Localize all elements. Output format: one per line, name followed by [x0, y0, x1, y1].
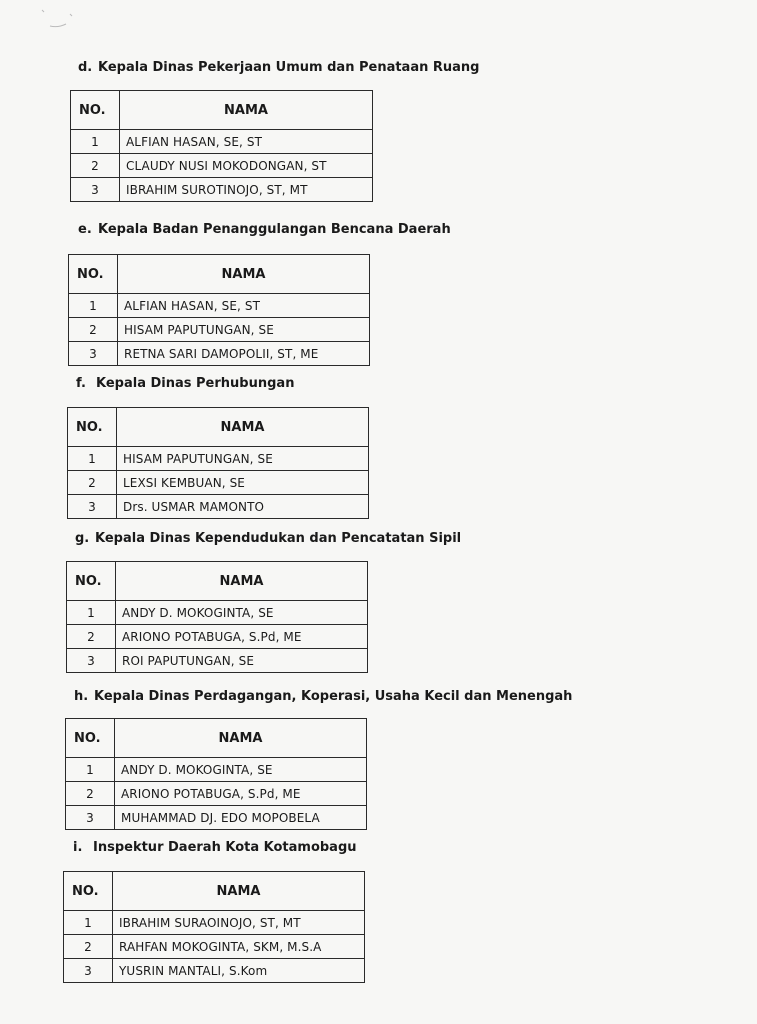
row-number: 1 — [69, 294, 118, 318]
section-letter: i. — [73, 840, 83, 855]
row-number: 2 — [71, 154, 120, 178]
table-row — [71, 154, 373, 178]
table-row — [64, 911, 365, 935]
roster-table-f — [67, 407, 369, 519]
section-title: Kepala Badan Penanggulangan Bencana Daerah — [98, 222, 451, 237]
row-number: 2 — [66, 782, 115, 806]
section-title: Kepala Dinas Perhubungan — [96, 376, 295, 391]
table-row — [66, 782, 367, 806]
roster-table-g — [66, 561, 368, 673]
row-name: CLAUDY NUSI MOKODONGAN, ST — [120, 154, 373, 178]
scan-artifact-mark — [40, 6, 90, 32]
section-letter: f. — [76, 376, 86, 391]
row-number: 2 — [67, 625, 116, 649]
section-heading-i — [73, 840, 357, 855]
table-header-row — [71, 91, 373, 130]
row-number: 3 — [66, 806, 115, 830]
row-name: LEXSI KEMBUAN, SE — [117, 471, 369, 495]
header-nama: NAMA — [118, 255, 370, 294]
table-row — [67, 601, 368, 625]
section-title: Kepala Dinas Perdagangan, Koperasi, Usaha Kecil dan Menengah — [94, 689, 573, 704]
section-heading-d — [78, 60, 479, 75]
header-no: NO. — [69, 255, 118, 294]
row-number: 2 — [64, 935, 113, 959]
header-no: NO. — [64, 872, 113, 911]
row-number: 3 — [69, 342, 118, 366]
section-heading-h — [74, 689, 572, 704]
row-number: 3 — [64, 959, 113, 983]
row-name: IBRAHIM SUROTINOJO, ST, MT — [120, 178, 373, 202]
table-row — [68, 471, 369, 495]
section-heading-g — [75, 531, 461, 546]
header-nama: NAMA — [120, 91, 373, 130]
table-row — [68, 447, 369, 471]
row-name: ROI PAPUTUNGAN, SE — [116, 649, 368, 673]
header-nama: NAMA — [117, 408, 369, 447]
table-row — [68, 495, 369, 519]
table-row — [71, 178, 373, 202]
table-row — [71, 130, 373, 154]
row-number: 1 — [71, 130, 120, 154]
header-nama: NAMA — [116, 562, 368, 601]
table-header-row — [67, 562, 368, 601]
section-letter: d. — [78, 60, 93, 75]
section-title: Kepala Dinas Kependudukan dan Pencatatan Sipil — [95, 531, 462, 546]
table-row — [69, 294, 370, 318]
table-row — [67, 649, 368, 673]
section-letter: h. — [74, 689, 89, 704]
row-name: HISAM PAPUTUNGAN, SE — [118, 318, 370, 342]
row-number: 2 — [68, 471, 117, 495]
table-header-row — [68, 408, 369, 447]
row-name: ARIONO POTABUGA, S.Pd, ME — [115, 782, 367, 806]
table-row — [64, 959, 365, 983]
header-no: NO. — [71, 91, 120, 130]
row-number: 1 — [66, 758, 115, 782]
table-row — [66, 806, 367, 830]
row-name: MUHAMMAD DJ. EDO MOPOBELA — [115, 806, 367, 830]
section-letter: e. — [78, 222, 92, 237]
row-number: 1 — [67, 601, 116, 625]
roster-table-h — [65, 718, 367, 830]
header-nama: NAMA — [113, 872, 365, 911]
row-name: YUSRIN MANTALI, S.Kom — [113, 959, 365, 983]
table-header-row — [64, 872, 365, 911]
table-header-row — [69, 255, 370, 294]
row-number: 3 — [67, 649, 116, 673]
table-header-row — [66, 719, 367, 758]
roster-table-e — [68, 254, 370, 366]
table-row — [69, 318, 370, 342]
row-name: HISAM PAPUTUNGAN, SE — [117, 447, 369, 471]
section-heading-e — [78, 222, 451, 237]
roster-table-d — [70, 90, 373, 202]
row-name: Drs. USMAR MAMONTO — [117, 495, 369, 519]
row-number: 3 — [71, 178, 120, 202]
row-name: ALFIAN HASAN, SE, ST — [120, 130, 373, 154]
table-row — [66, 758, 367, 782]
row-name: ANDY D. MOKOGINTA, SE — [115, 758, 367, 782]
row-number: 2 — [69, 318, 118, 342]
section-title: Inspektur Daerah Kota Kotamobagu — [93, 840, 357, 855]
roster-table-i — [63, 871, 365, 983]
row-name: IBRAHIM SURAOINOJO, ST, MT — [113, 911, 365, 935]
row-name: ALFIAN HASAN, SE, ST — [118, 294, 370, 318]
header-no: NO. — [68, 408, 117, 447]
row-number: 1 — [68, 447, 117, 471]
header-no: NO. — [66, 719, 115, 758]
table-row — [64, 935, 365, 959]
row-name: ARIONO POTABUGA, S.Pd, ME — [116, 625, 368, 649]
section-heading-f — [76, 376, 294, 391]
header-nama: NAMA — [115, 719, 367, 758]
row-number: 3 — [68, 495, 117, 519]
row-name: RAHFAN MOKOGINTA, SKM, M.S.A — [113, 935, 365, 959]
row-name: ANDY D. MOKOGINTA, SE — [116, 601, 368, 625]
header-no: NO. — [67, 562, 116, 601]
table-row — [69, 342, 370, 366]
section-letter: g. — [75, 531, 90, 546]
row-name: RETNA SARI DAMOPOLII, ST, ME — [118, 342, 370, 366]
row-number: 1 — [64, 911, 113, 935]
table-row — [67, 625, 368, 649]
section-title: Kepala Dinas Pekerjaan Umum dan Penataan Ruang — [98, 60, 480, 75]
